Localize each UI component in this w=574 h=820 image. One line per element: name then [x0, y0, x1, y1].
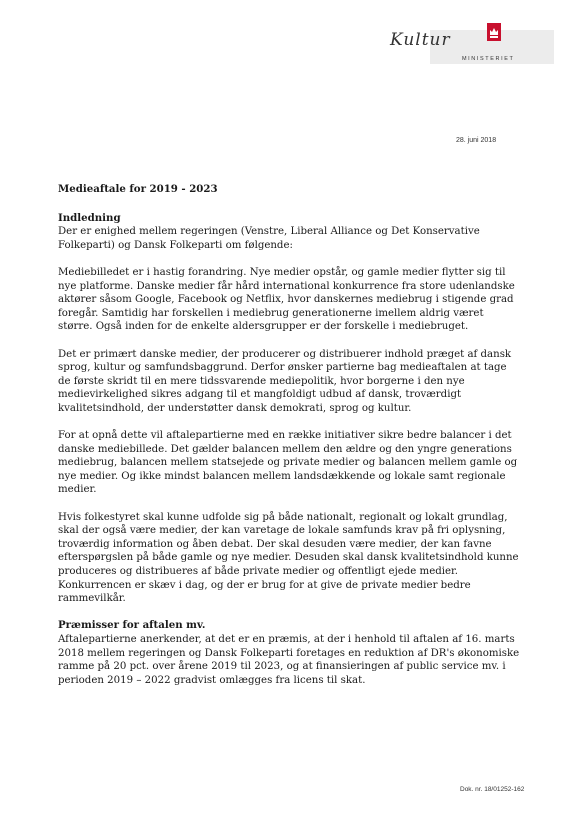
logo-script-text: Kultur [390, 30, 451, 50]
document-title: Medieaftale for 2019 - 2023 [58, 183, 218, 195]
paragraph: Hvis folkestyret skal kunne udfolde sig på både nationalt, regionalt og lokalt grundlag, skal der også være medier, der kan varetage de lokale samfunds krav på fri oplysning, troværdig information og åben debat. Der skal desuden være medier, der kan favne efterspørgslen på både gamle og nye medier. Desuden skal dansk kvalitetsindhold kunne produceres og distribueres af både private medier og offentligt ejede medier. Konkurrencen er skæv i dag, og der er brug for at give de private medier bedre rammevilkår. [58, 511, 519, 605]
logo-subtitle: MINISTERIET [462, 56, 515, 62]
paragraph: Der er enighed mellem regeringen (Venstre, Liberal Alliance og Det Konservative Folkeparti) og Dansk Folkeparti om følgende: [58, 226, 480, 251]
paragraph: Det er primært danske medier, der producerer og distribuerer indhold præget af dansk sprog, kultur og samfundsbaggrund. Derfor ønsker partierne bag medieaftalen at tage de første skridt til en mere tidssvarende mediepolitik, hvor borgerne i den nye medievirkelighed sikres adgang til et mangfoldigt udbud af dansk, troværdigt kvalitetsindhold, der understøtter dansk demokrati, sprog og kultur. [58, 348, 512, 414]
paragraph: Aftalepartierne anerkender, at det er en præmis, at der i henhold til aftalen af 16. marts 2018 mellem regeringen og Dansk Folkeparti foretages en reduktion af DR's økonomiske ramme på 20 pct. over årene 2019 til 2023, og at finansieringen af public service mv. i perioden 2019 – 2022 gradvist omlægges fra licens til skat. [58, 634, 520, 686]
document-number: Dok. nr. 18/01252-162 [460, 786, 525, 793]
ministry-logo [390, 22, 554, 68]
paragraph: Mediebilledet er i hastig forandring. Nye medier opstår, og gamle medier flytter sig til nye platforme. Danske medier får hård international konkurrence fra store udenlandske aktører såsom Google, Facebook og Netflix, hvor danskernes mediebrug i stigende grad foregår. Samtidig har forskellen i mediebrug generationerne imellem aldrig været større. Også inden for de enkelte aldersgrupper er der forskelle i mediebruget. [58, 266, 515, 333]
section-heading-praemisser: Præmisser for aftalen mv. [58, 619, 206, 632]
document-date: 28. juni 2018 [456, 137, 497, 144]
paragraph: For at opnå dette vil aftalepartierne med en række initiativer sikre bedre balancer i det danske mediebillede. Det gælder balancen mellem den ældre og den yngre generations mediebrug, balancen mellem statsejede og private medier og balancen mellem gamle og nye medier. Og ikke mindst balancen mellem landsdækkende og lokale samt regionale medier. [58, 430, 518, 496]
crown-icon [486, 22, 502, 42]
document-body [58, 183, 520, 701]
section-heading-indledning: Indledning [58, 211, 121, 224]
